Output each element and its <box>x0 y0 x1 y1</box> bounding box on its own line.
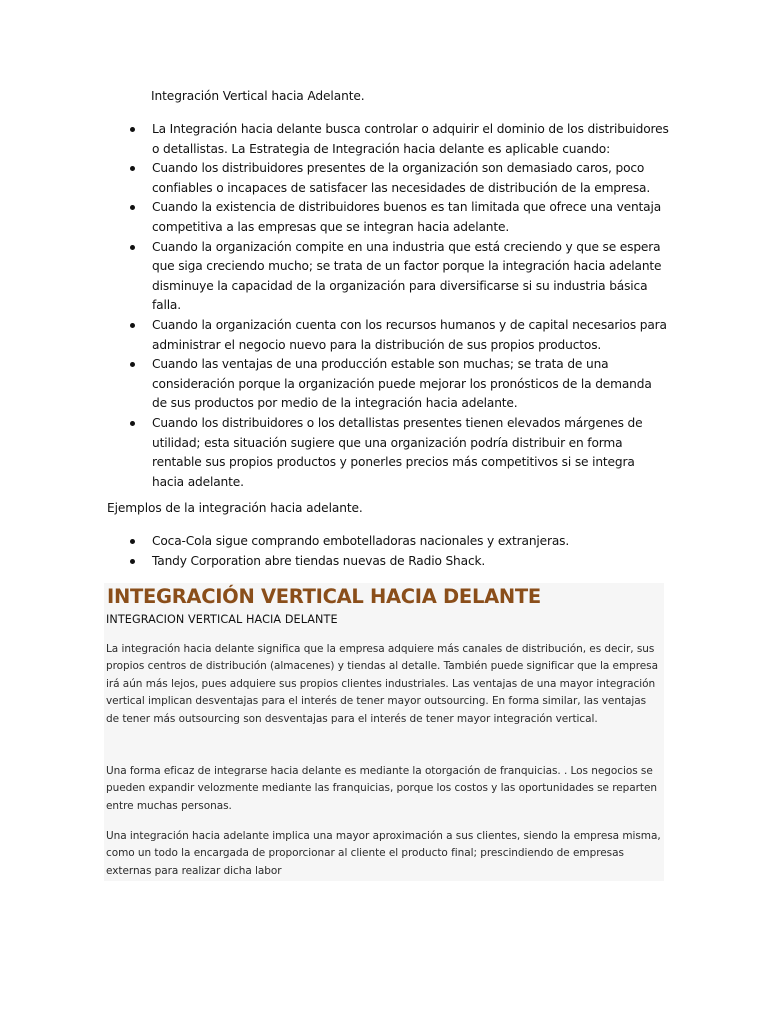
excerpt-panel <box>104 583 664 881</box>
list-item: Cuando la existencia de distribuidores buenos es tan limitada que ofrece una ventaja competitiva a las empresas que se integran hacia adelante. <box>125 198 670 237</box>
section-heading: Integración Vertical hacia Adelante. <box>151 89 365 103</box>
list-item: Cuando los distribuidores o los detallistas presentes tienen elevados márgenes de utilidad; esta situación sugiere que una organización podría distribuir en forma rentable sus propios productos y ponerles precios más competitivos si se integra hacia adelante. <box>125 414 670 492</box>
conditions-list <box>125 120 670 492</box>
list-item: Cuando los distribuidores presentes de la organización son demasiado caros, poco confiables o incapaces de satisfacer las necesidades de distribución de la empresa. <box>125 159 670 198</box>
panel-paragraph: Una forma eficaz de integrarse hacia delante es mediante la otorgación de franquicias. . Los negocios se pueden expandir velozmente mediante las franquicias, porque los costos y las oportunidades se reparten entre muchas personas. <box>106 765 657 812</box>
panel-subtitle: INTEGRACION VERTICAL HACIA DELANTE <box>106 613 338 626</box>
panel-paragraph: Una integración hacia adelante implica una mayor aproximación a sus clientes, siendo la empresa misma, como un todo la encargada de proporcionar al cliente el producto final; prescindiendo de empresas externas para realizar dicha labor <box>106 830 661 877</box>
list-item: La Integración hacia delante busca controlar o adquirir el dominio de los distribuidores o detallistas. La Estrategia de Integración hacia delante es aplicable cuando: <box>125 120 670 159</box>
list-item: Cuando la organización compite en una industria que está creciendo y que se espera que siga creciendo mucho; se trata de un factor porque la integración hacia adelante disminuye la capacidad de la organización para diversificarse si su industria básica falla. <box>125 238 670 316</box>
examples-heading: Ejemplos de la integración hacia adelante. <box>107 501 363 515</box>
panel-paragraph: La integración hacia delante significa que la empresa adquiere más canales de distribución, es decir, sus propios centros de distribución (almacenes) y tiendas al detalle. También puede significar que la empresa irá aún más lejos, pues adquiere sus propios clientes industriales. Las ventajas de una mayor integración vertical implican desventajas para el interés de tener mayor outsourcing. En forma similar, las ventajas de tener más outsourcing son desventajas para el interés de tener mayor integración vertical. <box>106 643 658 725</box>
panel-title: INTEGRACIÓN VERTICAL HACIA DELANTE <box>107 585 541 608</box>
list-item: Coca-Cola sigue comprando embotelladoras nacionales y extranjeras. <box>125 532 670 552</box>
list-item: Tandy Corporation abre tiendas nuevas de Radio Shack. <box>125 552 670 572</box>
list-item: Cuando la organización cuenta con los recursos humanos y de capital necesarios para administrar el negocio nuevo para la distribución de sus propios productos. <box>125 316 670 355</box>
list-item: Cuando las ventajas de una producción estable son muchas; se trata de una consideración porque la organización puede mejorar los pronósticos de la demanda de sus productos por medio de la integración hacia adelante. <box>125 355 670 414</box>
examples-list <box>125 532 670 571</box>
